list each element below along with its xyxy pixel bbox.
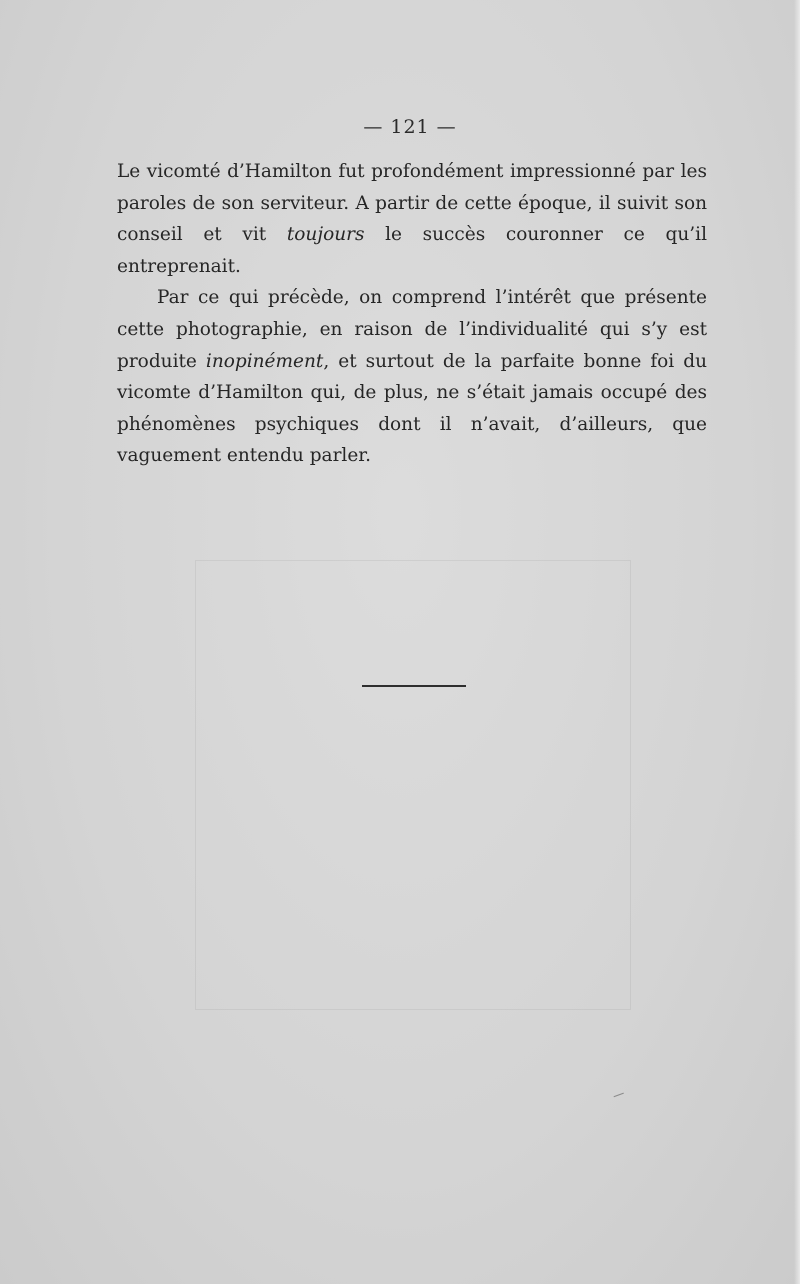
body-text [117,156,707,472]
paragraph-2 [117,282,707,472]
paragraph-2-text-b: , et surtout de la parfaite bonne foi du vicomte d’Hamilton qui, de plus, ne s’était jamais occupé des phénomènes psychiques dont il n’avait, d’ailleurs, que vaguement entendu parler. [117,350,707,467]
ink-smudge-mark: ⸝ [610,1077,631,1105]
page-number: — 121 — [363,116,457,138]
paragraph-1-text-a: Le vicomté d’Hamilton fut profondément impressionné par les paroles de son serviteur. A partir de cette époque, il suivit son conseil et vit [117,161,707,246]
page-edge [794,0,800,1284]
paragraph-2-text-a: Par ce qui précède, on comprend l’intérêt que présente cette photographie, en raison de l’individualité qui s’y est produite [117,287,707,372]
paragraph-1-italic-word: toujours [286,224,365,246]
paragraph-1-text-b: le succès couronner ce qu’il entreprenait. [117,224,707,277]
paragraph-1 [117,156,707,282]
paragraph-2-italic-word: inopinément [205,350,324,372]
show-through-frame [195,560,631,1010]
